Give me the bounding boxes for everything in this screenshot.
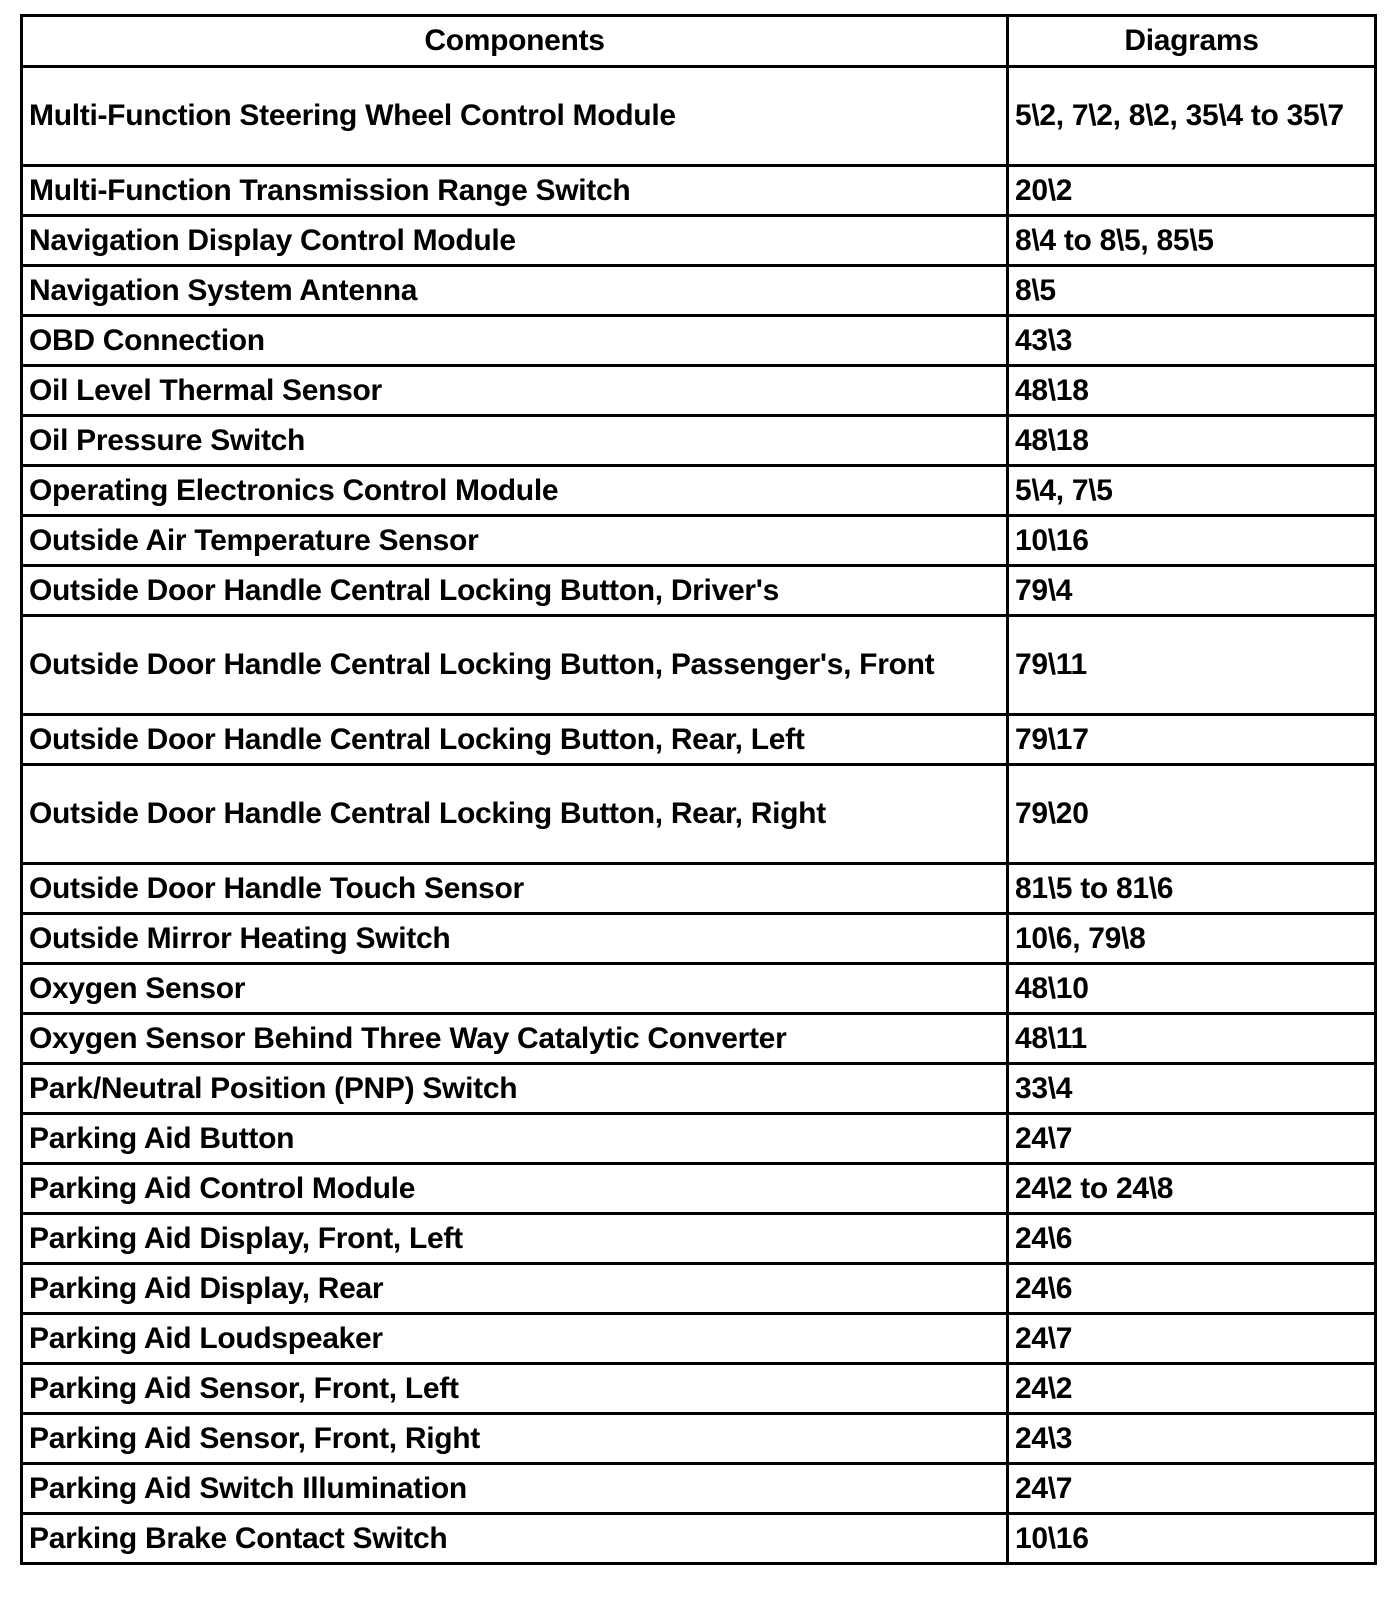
component-cell: Park/Neutral Position (PNP) Switch (22, 1064, 1008, 1114)
table-row (22, 1264, 1376, 1314)
component-cell: Outside Air Temperature Sensor (22, 516, 1008, 566)
component-cell: Parking Aid Sensor, Front, Right (22, 1414, 1008, 1464)
table-row (22, 566, 1376, 616)
component-cell: Oxygen Sensor (22, 964, 1008, 1014)
table-row (22, 166, 1376, 216)
diagrams-cell: 24\2 (1008, 1364, 1376, 1414)
table-row (22, 1514, 1376, 1564)
diagrams-cell: 24\6 (1008, 1214, 1376, 1264)
diagrams-cell: 24\7 (1008, 1464, 1376, 1514)
diagrams-cell: 81\5 to 81\6 (1008, 864, 1376, 914)
component-cell: Oxygen Sensor Behind Three Way Catalytic Converter (22, 1014, 1008, 1064)
diagrams-cell: 8\5 (1008, 266, 1376, 316)
component-cell: Outside Mirror Heating Switch (22, 914, 1008, 964)
table-row (22, 616, 1376, 715)
diagrams-cell: 20\2 (1008, 166, 1376, 216)
component-cell: Outside Door Handle Central Locking Button, Driver's (22, 566, 1008, 616)
diagrams-cell: 79\17 (1008, 715, 1376, 765)
component-cell: OBD Connection (22, 316, 1008, 366)
diagrams-cell: 79\4 (1008, 566, 1376, 616)
table-row (22, 1114, 1376, 1164)
component-cell: Outside Door Handle Touch Sensor (22, 864, 1008, 914)
table-row (22, 67, 1376, 166)
table-row (22, 964, 1376, 1014)
component-cell: Navigation Display Control Module (22, 216, 1008, 266)
table-row (22, 765, 1376, 864)
diagrams-cell: 10\16 (1008, 516, 1376, 566)
component-cell: Multi-Function Steering Wheel Control Module (22, 67, 1008, 166)
component-cell: Outside Door Handle Central Locking Button, Rear, Left (22, 715, 1008, 765)
table-row (22, 1314, 1376, 1364)
diagrams-cell: 24\7 (1008, 1314, 1376, 1364)
component-cell: Parking Brake Contact Switch (22, 1514, 1008, 1564)
column-header-diagrams: Diagrams (1008, 16, 1376, 67)
table-row (22, 416, 1376, 466)
diagrams-cell: 10\16 (1008, 1514, 1376, 1564)
component-cell: Parking Aid Display, Front, Left (22, 1214, 1008, 1264)
diagrams-cell: 79\11 (1008, 616, 1376, 715)
component-cell: Parking Aid Loudspeaker (22, 1314, 1008, 1364)
component-cell: Oil Pressure Switch (22, 416, 1008, 466)
diagrams-cell: 48\18 (1008, 416, 1376, 466)
column-header-components: Components (22, 16, 1008, 67)
component-cell: Parking Aid Switch Illumination (22, 1464, 1008, 1514)
component-cell: Outside Door Handle Central Locking Button, Rear, Right (22, 765, 1008, 864)
diagrams-cell: 24\2 to 24\8 (1008, 1164, 1376, 1214)
table-row (22, 1014, 1376, 1064)
diagrams-cell: 48\11 (1008, 1014, 1376, 1064)
diagrams-cell: 48\18 (1008, 366, 1376, 416)
table-row (22, 1164, 1376, 1214)
table-row (22, 1464, 1376, 1514)
table-row (22, 216, 1376, 266)
component-cell: Oil Level Thermal Sensor (22, 366, 1008, 416)
diagrams-cell: 8\4 to 8\5, 85\5 (1008, 216, 1376, 266)
table-row (22, 914, 1376, 964)
diagrams-cell: 33\4 (1008, 1064, 1376, 1114)
table-row (22, 1414, 1376, 1464)
table-row (22, 1214, 1376, 1264)
component-diagram-table (20, 14, 1377, 1565)
table-row (22, 1064, 1376, 1114)
header-row (22, 16, 1376, 67)
component-cell: Multi-Function Transmission Range Switch (22, 166, 1008, 216)
table-row (22, 516, 1376, 566)
diagrams-cell: 10\6, 79\8 (1008, 914, 1376, 964)
component-cell: Parking Aid Button (22, 1114, 1008, 1164)
table-row (22, 864, 1376, 914)
diagrams-cell: 5\2, 7\2, 8\2, 35\4 to 35\7 (1008, 67, 1376, 166)
component-index-sheet (20, 14, 1374, 1565)
diagrams-cell: 24\6 (1008, 1264, 1376, 1314)
table-row (22, 466, 1376, 516)
component-cell: Operating Electronics Control Module (22, 466, 1008, 516)
diagrams-cell: 43\3 (1008, 316, 1376, 366)
component-cell: Navigation System Antenna (22, 266, 1008, 316)
diagrams-cell: 24\7 (1008, 1114, 1376, 1164)
component-cell: Outside Door Handle Central Locking Button, Passenger's, Front (22, 616, 1008, 715)
component-cell: Parking Aid Sensor, Front, Left (22, 1364, 1008, 1414)
table-row (22, 715, 1376, 765)
table-row (22, 316, 1376, 366)
table-row (22, 266, 1376, 316)
diagrams-cell: 48\10 (1008, 964, 1376, 1014)
diagrams-cell: 79\20 (1008, 765, 1376, 864)
component-cell: Parking Aid Control Module (22, 1164, 1008, 1214)
table-row (22, 366, 1376, 416)
diagrams-cell: 5\4, 7\5 (1008, 466, 1376, 516)
component-cell: Parking Aid Display, Rear (22, 1264, 1008, 1314)
diagrams-cell: 24\3 (1008, 1414, 1376, 1464)
table-row (22, 1364, 1376, 1414)
